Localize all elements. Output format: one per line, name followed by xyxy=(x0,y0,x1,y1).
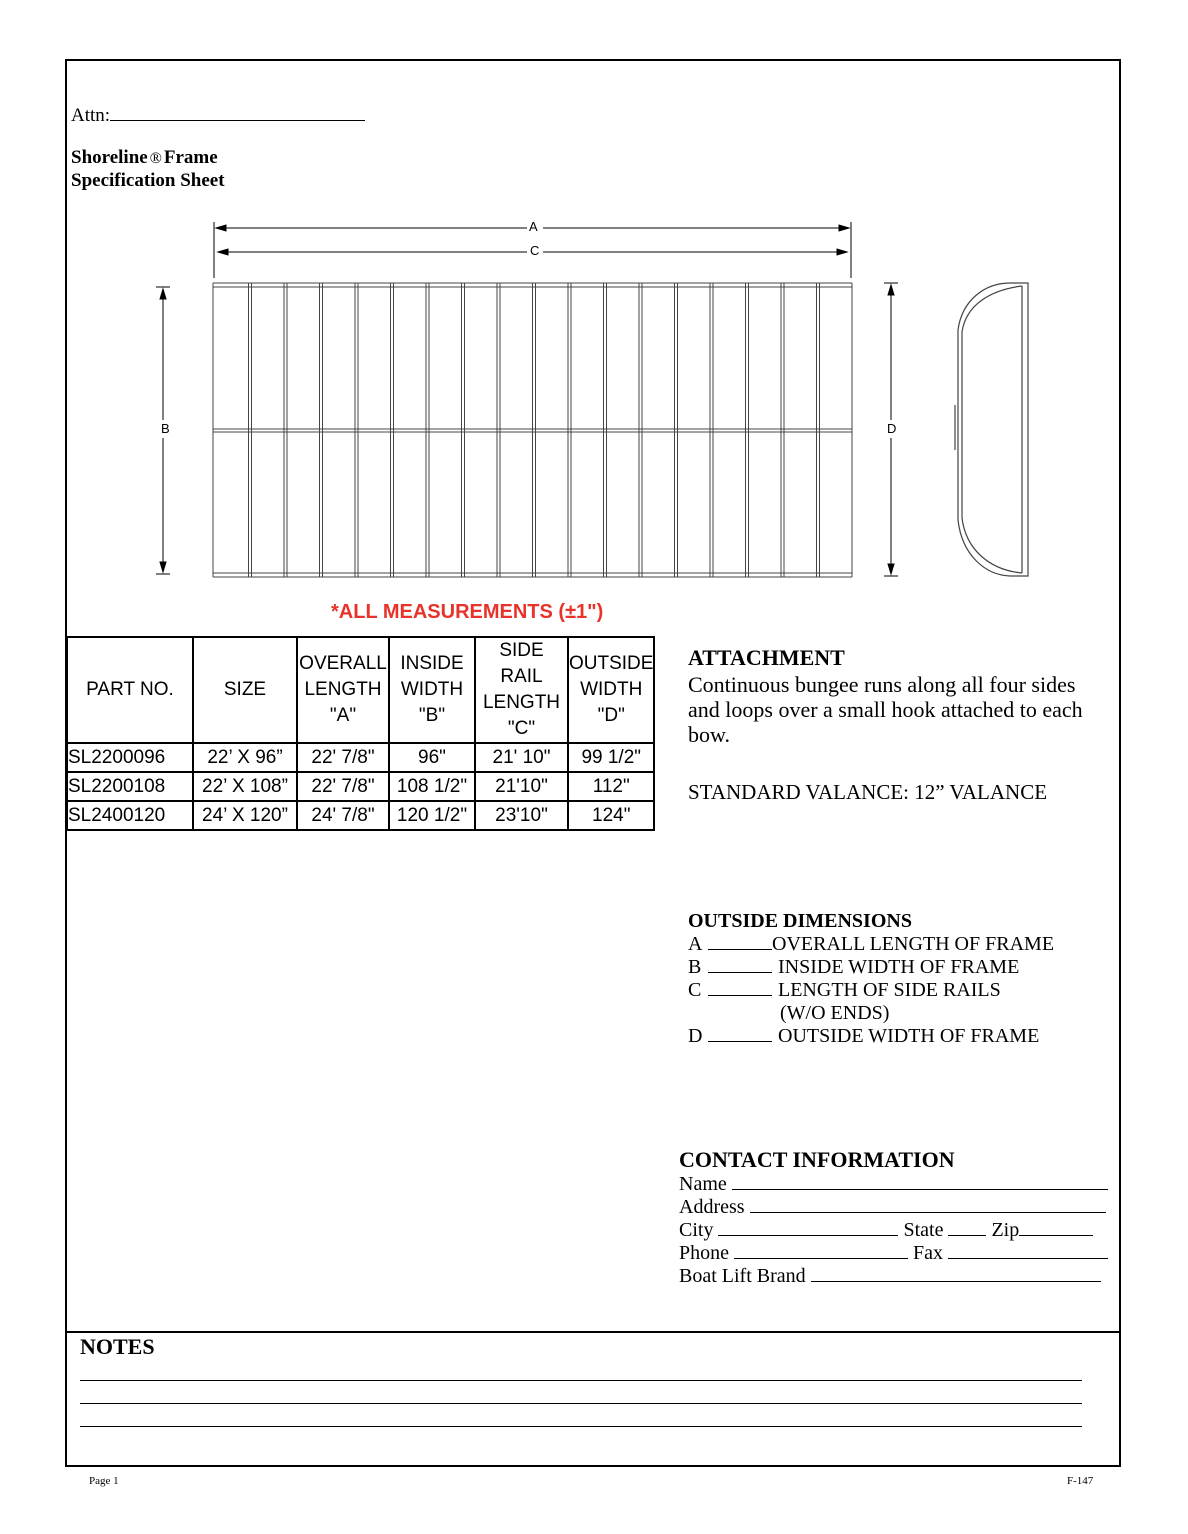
side-profile xyxy=(955,283,1028,576)
col-header-side-rail-length: SIDE RAIL LENGTH "C" xyxy=(475,637,568,743)
table-header-row xyxy=(67,637,654,743)
cell-size: 24’ X 120” xyxy=(193,801,297,830)
cell-size: 22’ X 96” xyxy=(193,743,297,772)
cell-side-rail-length: 21' 10" xyxy=(475,743,568,772)
frame-grid xyxy=(213,283,852,577)
cell-side-rail-length: 23'10" xyxy=(475,801,568,830)
table-row xyxy=(67,743,654,772)
notes-heading: NOTES xyxy=(80,1334,155,1359)
contact-address-row: Address xyxy=(679,1196,1119,1219)
city-field[interactable] xyxy=(718,1221,898,1236)
cell-part-no: SL2400120 xyxy=(67,801,193,830)
dim-label-d: D xyxy=(887,421,897,436)
dim-label-a: A xyxy=(529,219,538,234)
notes-line[interactable] xyxy=(80,1426,1082,1427)
outside-dimensions-list xyxy=(688,933,1054,1048)
dimension-a-blank[interactable] xyxy=(708,935,772,950)
dimension-item-d: D OUTSIDE WIDTH OF FRAME xyxy=(688,1025,1040,1047)
notes-line[interactable] xyxy=(80,1380,1082,1381)
contact-phone-row: Phone Fax xyxy=(679,1242,1119,1265)
phone-field[interactable] xyxy=(734,1244,908,1259)
cell-overall-length: 22' 7/8" xyxy=(297,772,389,801)
contact-city-row: City State Zip xyxy=(679,1219,1119,1242)
name-field[interactable] xyxy=(732,1175,1108,1190)
standard-valance: STANDARD VALANCE: 12” VALANCE xyxy=(688,780,1048,804)
attn-label: Attn: xyxy=(71,105,111,126)
col-header-overall-length: OVERALL LENGTH "A" xyxy=(297,637,389,743)
frame-drawing xyxy=(0,0,1188,600)
dimension-d-blank[interactable] xyxy=(708,1027,772,1042)
notes-divider xyxy=(66,1331,1121,1333)
cell-part-no: SL2200096 xyxy=(67,743,193,772)
cell-overall-length: 22' 7/8" xyxy=(297,743,389,772)
spec-table xyxy=(66,636,655,831)
cell-inside-width: 120 1/2" xyxy=(389,801,475,830)
cell-inside-width: 96" xyxy=(389,743,475,772)
notes-line[interactable] xyxy=(80,1403,1082,1404)
address-field[interactable] xyxy=(750,1198,1106,1213)
cell-overall-length: 24' 7/8" xyxy=(297,801,389,830)
table-row xyxy=(67,801,654,830)
cell-part-no: SL2200108 xyxy=(67,772,193,801)
contact-name-row: Name xyxy=(679,1173,1119,1196)
dim-label-c: C xyxy=(530,243,540,258)
title-subtitle: Specification Sheet xyxy=(71,170,225,191)
state-field[interactable] xyxy=(948,1221,986,1236)
registered-mark: ® xyxy=(149,150,162,167)
title-suffix: Frame xyxy=(163,147,218,168)
cell-side-rail-length: 21'10" xyxy=(475,772,568,801)
contact-heading: CONTACT INFORMATION xyxy=(679,1147,955,1172)
zip-field[interactable] xyxy=(1019,1221,1093,1236)
measurement-note: *ALL MEASUREMENTS (±1") xyxy=(331,601,604,623)
attachment-text: Continuous bungee runs along all four sides and loops over a small hook attached to each bow. xyxy=(688,672,1083,747)
cell-inside-width: 108 1/2" xyxy=(389,772,475,801)
table-row xyxy=(67,772,654,801)
dimension-item-a: A OVERALL LENGTH OF FRAME xyxy=(688,933,1055,955)
contact-form xyxy=(679,1173,1119,1288)
dimension-item-c: C LENGTH OF SIDE RAILS xyxy=(688,979,1001,1001)
col-header-inside-width: INSIDE WIDTH "B" xyxy=(389,637,475,743)
dimension-c-note: (W/O ENDS) xyxy=(780,1002,890,1024)
cell-outside-width: 112" xyxy=(568,772,654,801)
page-number: Page 1 xyxy=(89,1475,119,1487)
fax-field[interactable] xyxy=(948,1244,1108,1259)
cell-outside-width: 124" xyxy=(568,801,654,830)
boat-lift-brand-field[interactable] xyxy=(811,1267,1101,1282)
col-header-size: SIZE xyxy=(193,637,297,743)
col-header-outside-width: OUTSIDE WIDTH "D" xyxy=(568,637,654,743)
cell-outside-width: 99 1/2" xyxy=(568,743,654,772)
col-header-part-no: PART NO. xyxy=(67,637,193,743)
form-number: F-147 xyxy=(1067,1475,1094,1487)
outside-dimensions-heading: OUTSIDE DIMENSIONS xyxy=(688,910,912,932)
attachment-heading: ATTACHMENT xyxy=(688,645,845,670)
dimension-c-blank[interactable] xyxy=(708,981,772,996)
dim-label-b: B xyxy=(161,421,170,436)
title-brand: Shoreline xyxy=(71,147,148,168)
contact-brand-row: Boat Lift Brand xyxy=(679,1265,1119,1288)
cell-size: 22’ X 108” xyxy=(193,772,297,801)
dimension-item-b: B INSIDE WIDTH OF FRAME xyxy=(688,956,1020,978)
dimension-b-blank[interactable] xyxy=(708,958,772,973)
